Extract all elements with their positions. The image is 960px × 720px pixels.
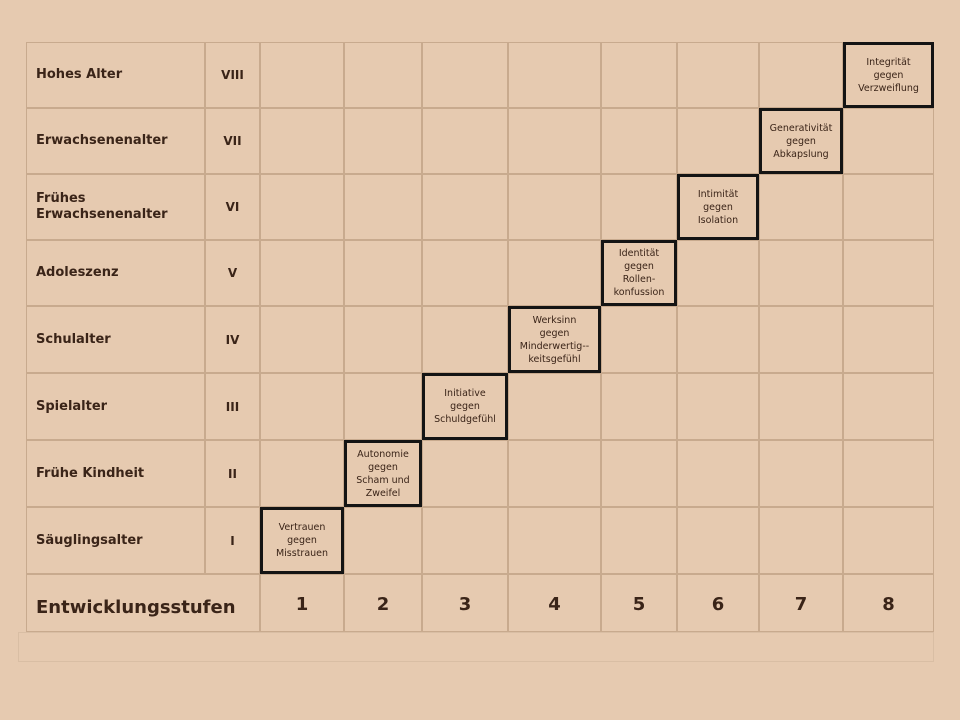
crisis-text: Generativität gegen Abkapslung xyxy=(769,122,833,160)
empty-cell xyxy=(601,373,677,440)
empty-cell xyxy=(422,108,508,174)
stage-number: 6 xyxy=(711,593,725,615)
stage-name-cell xyxy=(26,440,205,507)
crisis-text: Autonomie gegen Scham und Zweifel xyxy=(356,448,410,499)
empty-cell xyxy=(759,240,843,306)
stage-number: 5 xyxy=(632,593,646,615)
empty-cell xyxy=(344,174,422,240)
empty-cell xyxy=(677,507,759,574)
axis-title-cell xyxy=(26,574,260,632)
stage-number-cell xyxy=(759,574,843,632)
empty-cell xyxy=(344,306,422,373)
stage-name-cell xyxy=(26,507,205,574)
stage-name: Säuglingsalter xyxy=(36,532,143,548)
stage-roman-numeral: VIII xyxy=(221,68,244,82)
empty-cell xyxy=(344,373,422,440)
stage-name-cell xyxy=(26,240,205,306)
empty-cell xyxy=(422,240,508,306)
crisis-cell xyxy=(843,42,934,108)
stage-number: 7 xyxy=(794,593,808,615)
crisis-cell xyxy=(422,373,508,440)
empty-cell xyxy=(843,306,934,373)
empty-cell xyxy=(260,174,344,240)
bottom-blank-row xyxy=(18,632,934,662)
stage-number-cell xyxy=(508,574,601,632)
stage-name-cell xyxy=(26,42,205,108)
stage-name-cell xyxy=(26,373,205,440)
stage-roman-numeral: VII xyxy=(223,134,242,148)
empty-cell xyxy=(260,306,344,373)
empty-cell xyxy=(843,507,934,574)
empty-cell xyxy=(759,42,843,108)
stage-roman-cell xyxy=(205,174,260,240)
empty-cell xyxy=(677,306,759,373)
empty-cell xyxy=(508,373,601,440)
stage-roman-numeral: IV xyxy=(225,332,240,347)
stage-name: Schulalter xyxy=(36,331,111,347)
crisis-cell xyxy=(601,240,677,306)
stage-number-cell xyxy=(601,574,677,632)
empty-cell xyxy=(843,440,934,507)
crisis-text: Identität gegen Rollen- konfussion xyxy=(613,248,665,298)
empty-cell xyxy=(677,108,759,174)
empty-cell xyxy=(759,507,843,574)
empty-cell xyxy=(601,108,677,174)
empty-cell xyxy=(508,42,601,108)
empty-cell xyxy=(677,440,759,507)
stage-number: 2 xyxy=(376,593,390,615)
empty-cell xyxy=(422,174,508,240)
empty-cell xyxy=(260,108,344,174)
empty-cell xyxy=(843,373,934,440)
stage-name: Frühe Kindheit xyxy=(36,465,145,481)
stage-name: Spielalter xyxy=(36,398,108,414)
stage-roman-numeral: II xyxy=(228,466,237,481)
stage-number-cell xyxy=(260,574,344,632)
empty-cell xyxy=(601,174,677,240)
empty-cell xyxy=(759,373,843,440)
crisis-cell xyxy=(508,306,601,373)
empty-cell xyxy=(759,306,843,373)
empty-cell xyxy=(260,440,344,507)
stage-number: 3 xyxy=(458,593,472,615)
stage-number-cell xyxy=(422,574,508,632)
empty-cell xyxy=(759,174,843,240)
empty-cell xyxy=(422,507,508,574)
stage-roman-cell xyxy=(205,240,260,306)
stage-name-cell xyxy=(26,108,205,174)
empty-cell xyxy=(260,42,344,108)
empty-cell xyxy=(601,42,677,108)
axis-title: Entwicklungsstufen xyxy=(36,596,236,618)
stage-number-cell xyxy=(677,574,759,632)
stage-roman-cell xyxy=(205,440,260,507)
stage-number: 1 xyxy=(295,593,309,615)
stage-name-cell xyxy=(26,174,205,240)
empty-cell xyxy=(601,440,677,507)
stage-roman-numeral: I xyxy=(230,533,235,548)
empty-cell xyxy=(843,174,934,240)
crisis-text: Werksinn gegen Minderwertig-- keitsgefühl xyxy=(519,314,590,365)
empty-cell xyxy=(843,108,934,174)
empty-cell xyxy=(344,108,422,174)
stage-name: Frühes Erwachsenenalter xyxy=(36,191,168,222)
stage-roman-cell xyxy=(205,507,260,574)
empty-cell xyxy=(344,240,422,306)
stage-roman-numeral: VI xyxy=(225,200,240,214)
stage-name: Adoleszenz xyxy=(36,265,119,280)
crisis-cell xyxy=(344,440,422,507)
empty-cell xyxy=(344,42,422,108)
empty-cell xyxy=(260,373,344,440)
stage-number-cell xyxy=(344,574,422,632)
stage-name: Hohes Alter xyxy=(36,67,123,82)
empty-cell xyxy=(422,306,508,373)
stage-roman-cell xyxy=(205,373,260,440)
empty-cell xyxy=(677,240,759,306)
empty-cell xyxy=(508,108,601,174)
empty-cell xyxy=(422,42,508,108)
stage-number-cell xyxy=(843,574,934,632)
empty-cell xyxy=(601,507,677,574)
stage-number: 4 xyxy=(548,593,561,615)
crisis-text: Vertrauen gegen Misstrauen xyxy=(275,522,329,559)
empty-cell xyxy=(677,373,759,440)
stage-number: 8 xyxy=(882,593,895,615)
empty-cell xyxy=(344,507,422,574)
empty-cell xyxy=(508,440,601,507)
crisis-text: Integrität gegen Verzweiflung xyxy=(858,56,919,94)
empty-cell xyxy=(677,42,759,108)
crisis-cell xyxy=(677,174,759,240)
crisis-cell xyxy=(260,507,344,574)
stage-name-cell xyxy=(26,306,205,373)
empty-cell xyxy=(508,507,601,574)
empty-cell xyxy=(260,240,344,306)
crisis-text: Initiative gegen Schuldgefühl xyxy=(434,388,496,425)
crisis-cell xyxy=(759,108,843,174)
stage-roman-numeral: V xyxy=(227,266,238,280)
empty-cell xyxy=(759,440,843,507)
stage-roman-cell xyxy=(205,42,260,108)
empty-cell xyxy=(508,174,601,240)
empty-cell xyxy=(422,440,508,507)
stage-roman-numeral: III xyxy=(225,399,240,414)
stage-name: Erwachsenenalter xyxy=(36,133,168,148)
crisis-text: Intimität gegen Isolation xyxy=(697,188,739,226)
stage-roman-cell xyxy=(205,108,260,174)
empty-cell xyxy=(843,240,934,306)
empty-cell xyxy=(508,240,601,306)
empty-cell xyxy=(601,306,677,373)
stage-roman-cell xyxy=(205,306,260,373)
